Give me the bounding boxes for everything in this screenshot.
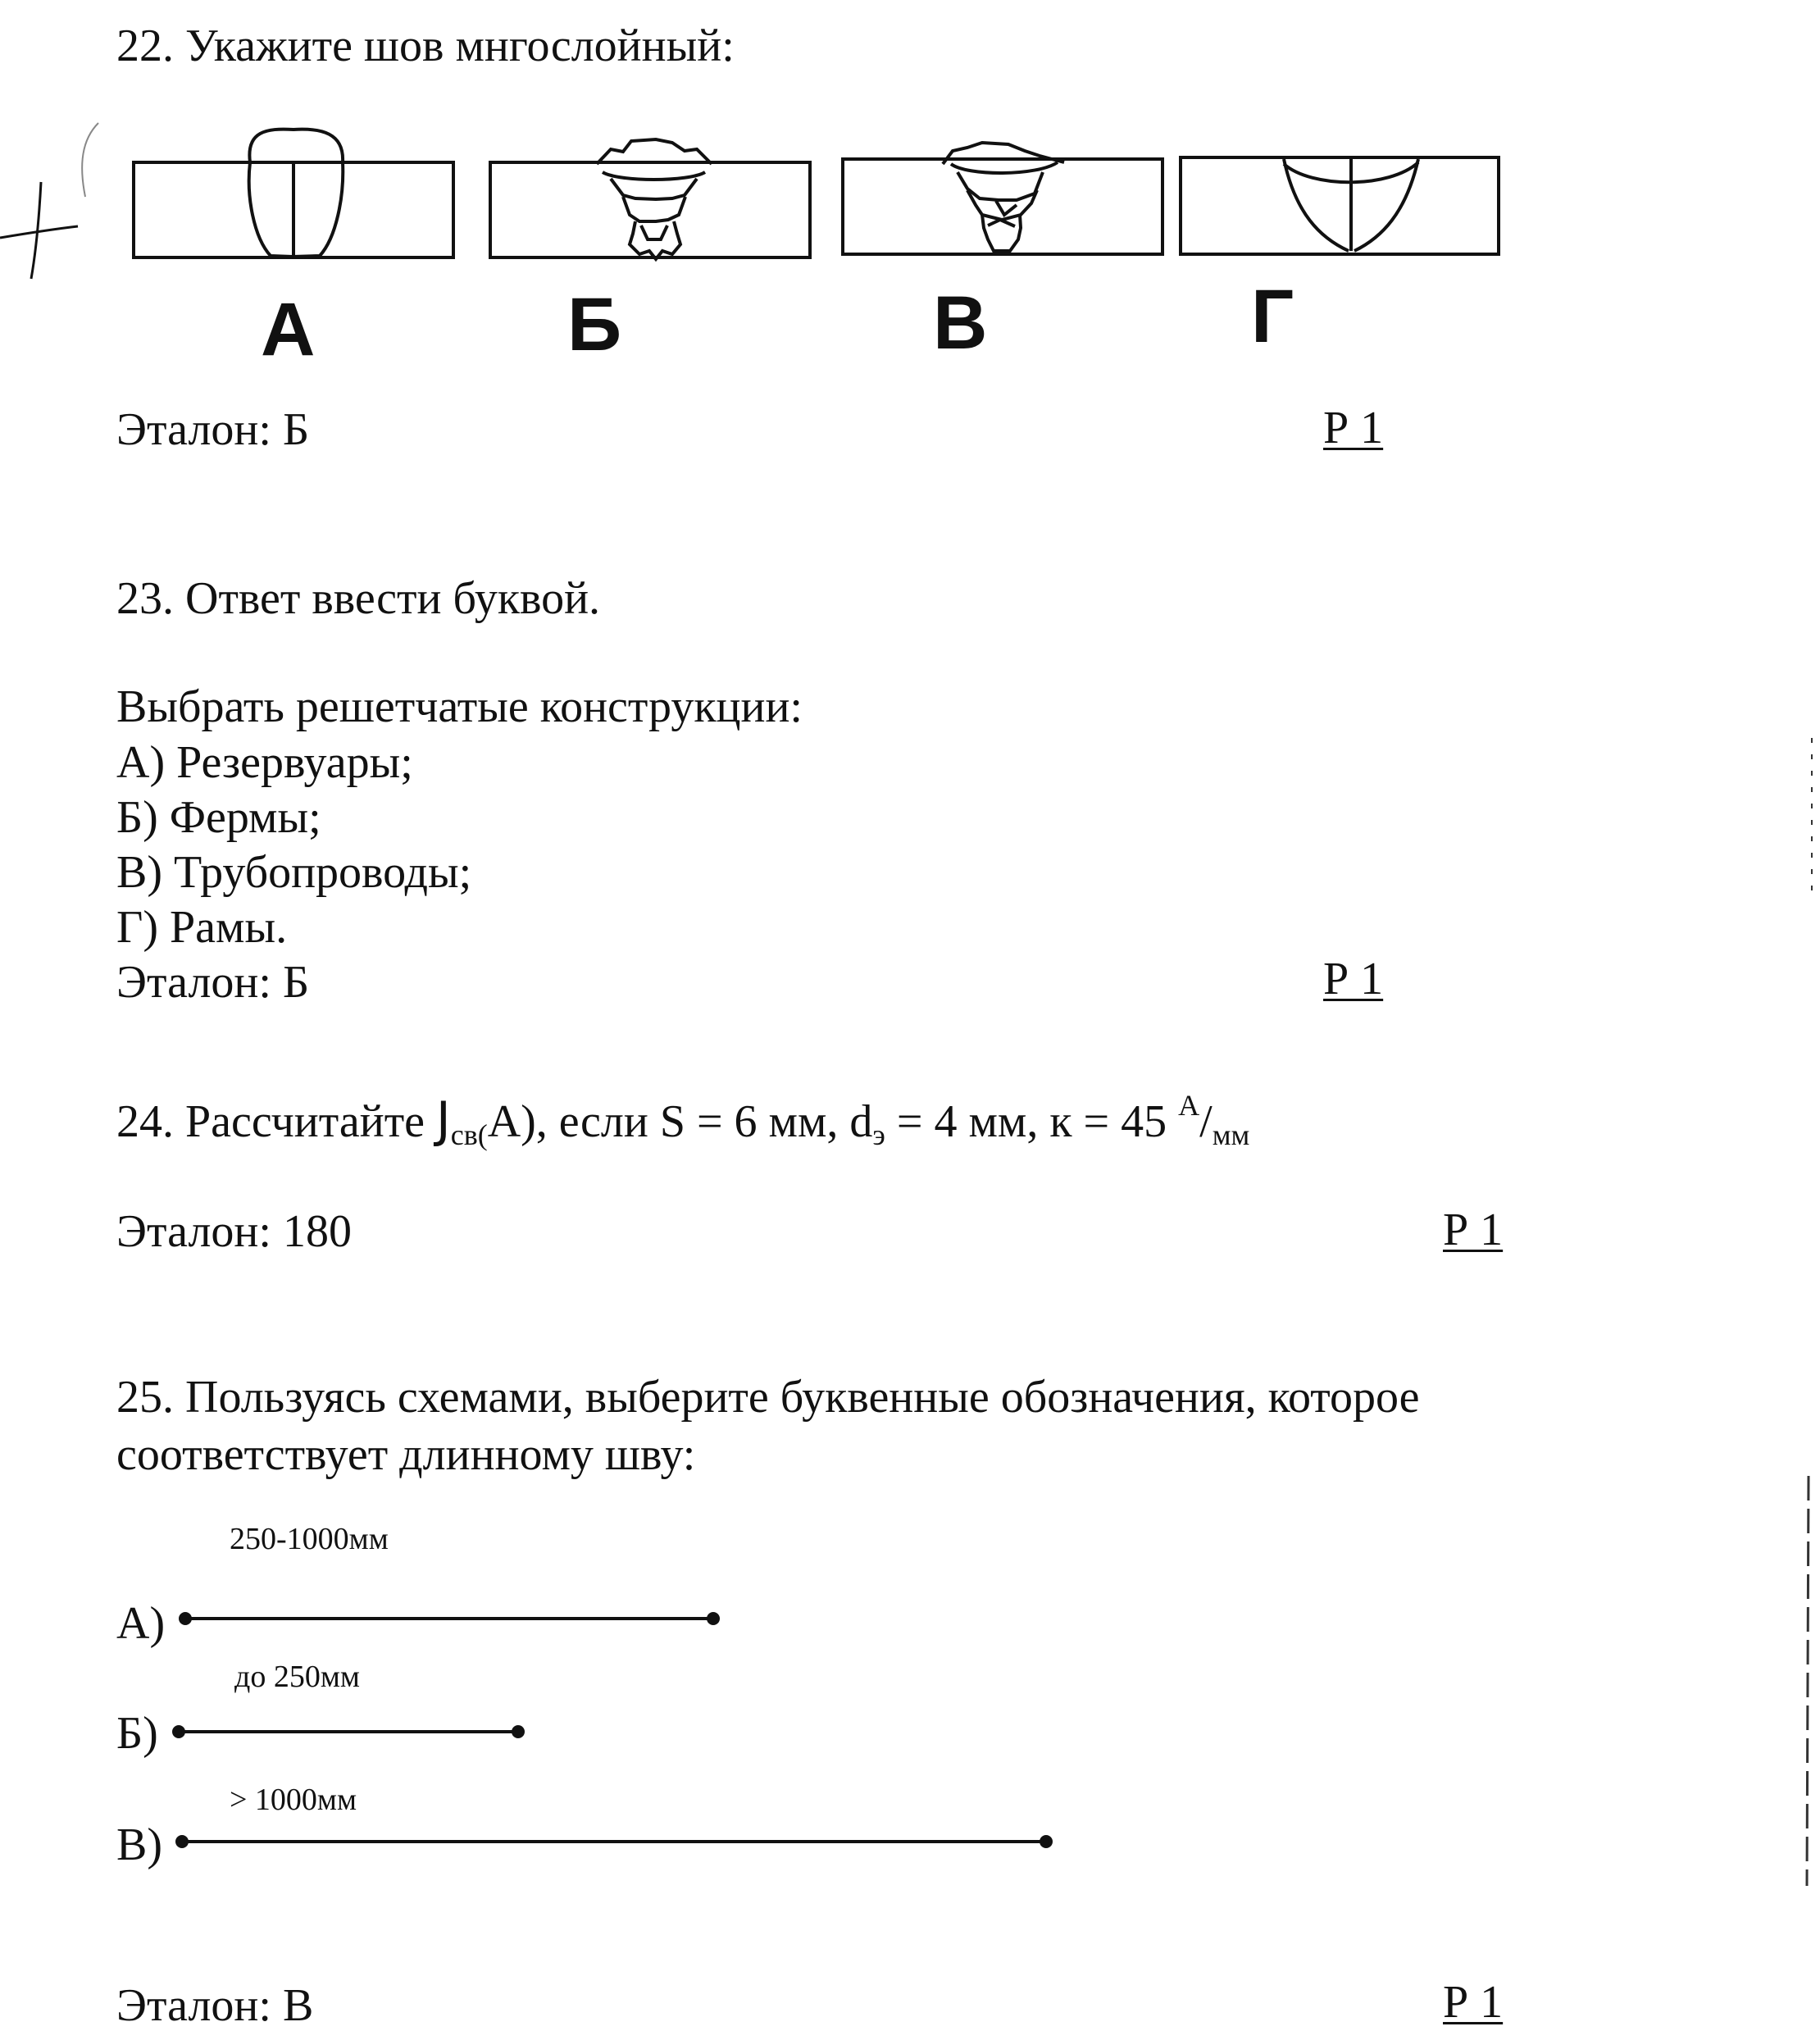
option-label-v: В [933,281,988,365]
scheme-b-letter: Б) [116,1708,158,1759]
seam-line-b [174,1727,523,1737]
scheme-a-letter: А) [116,1598,166,1649]
unit-separator: / [1199,1096,1213,1147]
weld-diagram-g [1181,157,1499,254]
scan-edge-artifact [1807,738,1812,1886]
q24-reference: Р 1 [1443,1204,1504,1255]
option-label-g: Г [1251,275,1294,358]
seam-line-v [177,1837,1051,1847]
q25-line-2: соответствует длинному шву: [116,1429,696,1480]
q23-option-g: Г) Рамы. [116,902,288,953]
q23-option-b: Б) Фермы; [116,792,321,843]
q24-mid: А), если S = 6 мм, d [487,1096,873,1147]
seam-line-a [180,1614,718,1623]
q25-answer: Эталон: В [116,1980,314,2031]
handwritten-mark-stroke [0,226,78,238]
scheme-b-length: до 250мм [234,1660,360,1694]
q25-reference: Р 1 [1443,1977,1504,2028]
q22-reference: Р 1 [1323,403,1384,453]
weld-diagram-v [843,143,1163,254]
q23-option-a: А) Резервуары; [116,737,413,788]
scheme-v-letter: В) [116,1819,162,1870]
d-subscript: э [872,1118,885,1151]
option-label-b: Б [567,283,622,367]
weld-diagram-b [490,139,810,259]
q24-question [116,1091,1249,1150]
q23-title: 23. Ответ ввести буквой. [116,573,601,624]
j-symbol: J [436,1091,451,1149]
handwritten-mark-stroke [82,123,98,197]
q24-prefix: 24. Рассчитайте [116,1096,437,1147]
q24-tail: = 4 мм, к = 45 [885,1096,1179,1147]
q24-answer: Эталон: 180 [116,1206,352,1257]
q25-line-1: 25. Пользуясь схемами, выберите буквенные обозначения, которое [116,1372,1420,1423]
q23-answer: Эталон: Б [116,957,310,1008]
weld-diagram-a [134,130,453,257]
scheme-v-length: > 1000мм [230,1783,357,1817]
q22-answer: Эталон: Б [116,404,310,455]
j-subscript: св( [450,1118,488,1151]
q23-reference: Р 1 [1323,954,1384,1004]
q23-option-v: В) Трубопроводы; [116,847,472,898]
q23-prompt: Выбрать решетчатые конструкции: [116,681,803,732]
unit-denominator: мм [1212,1118,1250,1151]
unit-numerator: А [1178,1089,1200,1122]
option-label-a: А [261,288,316,371]
scheme-a-length: 250-1000мм [230,1522,389,1556]
q22-title: 22. Укажите шов мнгослойный: [116,20,735,71]
